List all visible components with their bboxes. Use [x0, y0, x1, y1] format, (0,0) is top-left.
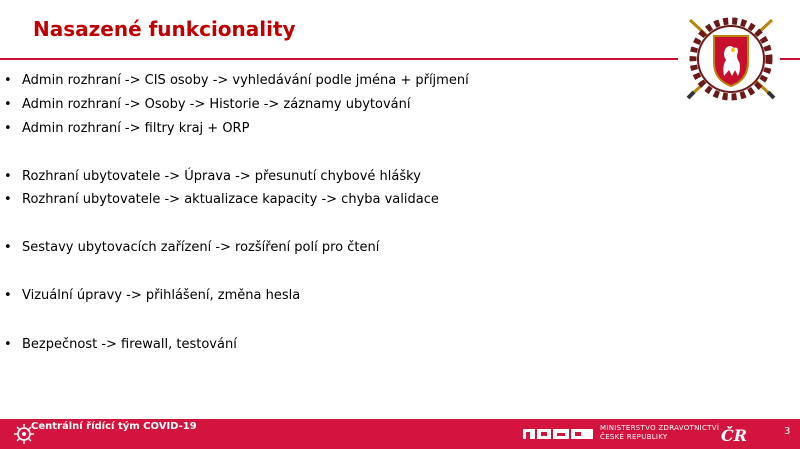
bullet-marker: • — [4, 73, 12, 88]
bullet-item: Bezpečnost -> firewall, testování — [22, 337, 237, 352]
state-emblem-icon — [680, 14, 782, 104]
ministry-wordmark-icon — [523, 427, 593, 441]
team-name: Centrální řídící tým COVID-19 — [31, 421, 197, 432]
bullet-marker: • — [4, 192, 12, 207]
title-divider — [0, 58, 678, 60]
bullet-marker: • — [4, 337, 12, 352]
title-divider-right — [780, 58, 800, 60]
bullet-item: Rozhraní ubytovatele -> aktualizace kapacity -> chyba validace — [22, 192, 439, 207]
bullet-item: Admin rozhraní -> Osoby -> Historie -> záznamy ubytování — [22, 97, 411, 112]
bullet-marker: • — [4, 288, 12, 303]
bullet-marker: • — [4, 169, 12, 184]
page-number: 3 — [784, 426, 791, 437]
bullet-item: Sestavy ubytovacích zařízení -> rozšíření polí pro čtení — [22, 240, 380, 255]
slide-footer — [0, 419, 800, 449]
ministry-name — [600, 424, 719, 442]
cr-logo-text: ČR — [721, 426, 748, 445]
bullet-item: Admin rozhraní -> filtry kraj + ORP — [22, 121, 250, 136]
czech-republic-logo-icon — [718, 423, 752, 445]
bullet-marker: • — [4, 240, 12, 255]
bullet-marker: • — [4, 97, 12, 112]
ministry-line-2: ČESKÉ REPUBLIKY — [600, 433, 668, 441]
bullet-marker: • — [4, 121, 12, 136]
ministry-line-1: MINISTERSTVO ZDRAVOTNICTVÍ — [600, 424, 720, 432]
slide-title: Nasazené funkcionality — [33, 17, 296, 41]
bullet-item: Rozhraní ubytovatele -> Úprava -> přesunutí chybové hlášky — [22, 169, 421, 184]
bullet-item: Vizuální úpravy -> přihlášení, změna hesla — [22, 288, 301, 303]
bullet-item: Admin rozhraní -> CIS osoby -> vyhledávání podle jména + příjmení — [22, 73, 469, 88]
